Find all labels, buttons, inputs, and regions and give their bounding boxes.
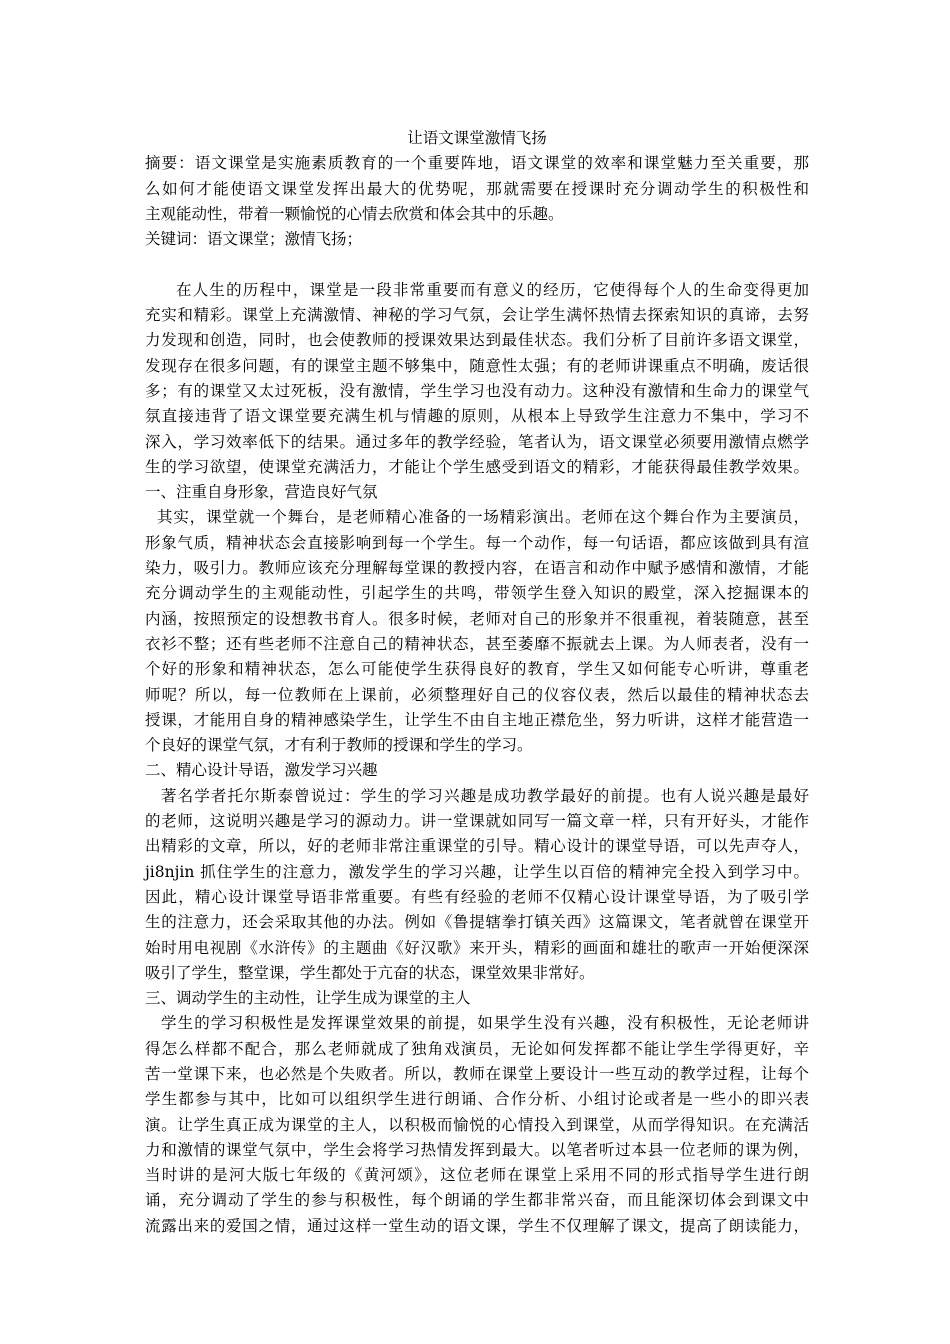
section1-paragraph: [145, 505, 809, 758]
paragraph-line: 发现存在很多问题，有的课堂主题不够集中，随意性太强；有的老师讲课重点不明确，废话很: [145, 356, 809, 375]
paragraph-line: 衣衫不整；还有些老师不注意自己的精神状态，甚至萎靡不振就去上课。为人师表者，没有一: [145, 634, 809, 653]
paragraph-line: 个良好的课堂气氛，才有利于教师的授课和学生的学习。: [145, 736, 533, 755]
paragraph-line: 力发现和创造，同时，也会使教师的授课效果达到最佳状态。我们分析了目前许多语文课堂，: [145, 331, 809, 350]
abstract-line: 主观能动性，带着一颗愉悦的心情去欣赏和体会其中的乐趣。: [145, 204, 564, 223]
paragraph-line: 深入，学习效率低下的结果。通过多年的教学经验，笔者认为，语文课堂必须要用激情点燃学: [145, 432, 809, 451]
paragraph-line: 形象气质，精神状态会直接影响到每一个学生。每一个动作，每一句话语，都应该做到具有渲: [145, 533, 809, 552]
abstract-line: 摘要：语文课堂是实施素质教育的一个重要阵地，语文课堂的效率和课堂魅力至关重要，那: [145, 154, 809, 173]
section-heading: 二、精心设计导语，激发学习兴趣: [145, 761, 378, 780]
paragraph-line: 氛直接违背了语文课堂要充满生机与情趣的原则，从根本上导致学生注意力不集中，学习不: [145, 407, 809, 426]
section2-paragraph: [145, 784, 809, 986]
paragraph-line: 力和激情的课堂气氛中，学生会将学习热情发挥到最大。以笔者听过本县一位老师的课为例，: [145, 1140, 809, 1159]
paragraph-line: 生的学习欲望，使课堂充满活力，才能让个学生感受到语文的精彩，才能获得最佳教学效果。: [145, 457, 809, 476]
paragraph-line: 内涵，按照预定的设想教书育人。很多时候，老师对自己的形象并不很重视，着装随意，甚至: [145, 609, 809, 628]
paragraph-line: 充实和精彩。课堂上充满激情、神秘的学习气氛，会让学生满怀热情去探索知识的真谛，去努: [145, 306, 809, 325]
intro-paragraph: [145, 278, 809, 480]
paragraph-line: 师呢？所以，每一位教师在上课前，必须整理好自己的仪容仪表，然后以最佳的精神状态去: [145, 685, 809, 704]
paragraph-line: 授课，才能用自身的精神感染学生，让学生不由自主地正襟危坐，努力听讲，这样才能营造一: [145, 710, 809, 729]
paragraph-line: 生的注意力，还会采取其他的办法。例如《鲁提辖拳打镇关西》这篇课文，笔者就曾在课堂开: [145, 913, 809, 932]
paragraph-line: 苦一堂课下来，也必然是个失败者。所以，教师在课堂上要设计一些互动的教学过程，让每个: [145, 1064, 809, 1083]
paragraph-line: 诵，充分调动了学生的参与积极性，每个朗诵的学生都非常兴奋，而且能深切体会到课文中: [145, 1191, 809, 1210]
paragraph-line: 染力，吸引力。教师应该充分理解每堂课的教授内容，在语言和动作中赋予感情和激情，才能: [145, 559, 809, 578]
keywords: 关键词：语文课堂；激情飞扬；: [145, 230, 363, 249]
paragraph-line: 多；有的课堂又太过死板，没有激情，学生学习也没有动力。这种没有激情和生命力的课堂气: [145, 381, 809, 400]
paragraph-line: 流露出来的爱国之情，通过这样一堂生动的语文课，学生不仅理解了课文，提高了朗读能力，: [145, 1216, 809, 1235]
paragraph-line: 著名学者托尔斯泰曾说过：学生的学习兴趣是成功教学最好的前提。也有人说兴趣是最好: [161, 786, 809, 805]
paragraph-line: 个好的形象和精神状态，怎么可能使学生获得良好的教育，学生又如何能专心听讲，尊重老: [145, 660, 809, 679]
paragraph-line: 学生的学习积极性是发挥课堂效果的前提，如果学生没有兴趣，没有积极性，无论老师讲: [161, 1014, 809, 1033]
paragraph-line: 因此，精心设计课堂导语非常重要。有些有经验的老师不仅精心设计课堂导语，为了吸引学: [145, 887, 809, 906]
paragraph-line: 吸引了学生，整堂课，学生都处于亢奋的状态，课堂效果非常好。: [145, 963, 595, 982]
paragraph-line: 其实，课堂就一个舞台，是老师精心准备的一场精彩演出。老师在这个舞台作为主要演员，: [157, 508, 809, 527]
section-heading: 三、调动学生的主动性，让学生成为课堂的主人: [145, 989, 471, 1008]
abstract: [145, 151, 809, 227]
paragraph-line: 演。让学生真正成为课堂的主人，以积极而愉悦的心情投入到课堂，从而学得知识。在充满活: [145, 1115, 809, 1134]
blank-line: [145, 252, 809, 277]
paragraph-line: 充分调动学生的主观能动性，引起学生的共鸣，带领学生登入知识的殿堂，深入挖掘课本的: [145, 584, 809, 603]
abstract-line: 么如何才能使语文课堂发挥出最大的优势呢，那就需要在授课时充分调动学生的积极性和: [145, 179, 809, 198]
paragraph-line: 出精彩的文章，所以，好的老师非常注重课堂的引导。精心设计的课堂导语，可以先声夺人，: [145, 837, 809, 856]
document-page: [145, 126, 809, 1239]
section-heading: 一、注重自身形象，营造良好气氛: [145, 483, 378, 502]
paragraph-line: 学生都参与其中，比如可以组织学生进行朗诵、合作分析、小组讨论或者是一些小的即兴表: [145, 1090, 809, 1109]
document-title: 让语文课堂激情飞扬: [407, 129, 547, 147]
paragraph-line: 在人生的历程中，课堂是一段非常重要而有意义的经历，它使得每个人的生命变得更加: [176, 280, 809, 299]
paragraph-line: ji8njin 抓住学生的注意力，激发学生的学习兴趣，让学生以百倍的精神完全投入到学习中。: [145, 862, 809, 881]
paragraph-line: 的老师，这说明兴趣是学习的源动力。讲一堂课就如同写一篇文章一样，只有开好头，才能作: [145, 812, 809, 831]
paragraph-line: 得怎么样都不配合，那么老师就成了独角戏演员，无论如何发挥都不能让学生学得更好，辛: [145, 1039, 809, 1058]
paragraph-line: 当时讲的是河大版七年级的《黄河颂》，这位老师在课堂上采用不同的形式指导学生进行朗: [145, 1166, 809, 1185]
paragraph-line: 始时用电视剧《水浒传》的主题曲《好汉歌》来开头，精彩的画面和雄壮的歌声一开始便深深: [145, 938, 809, 957]
section3-paragraph: [145, 1011, 809, 1239]
